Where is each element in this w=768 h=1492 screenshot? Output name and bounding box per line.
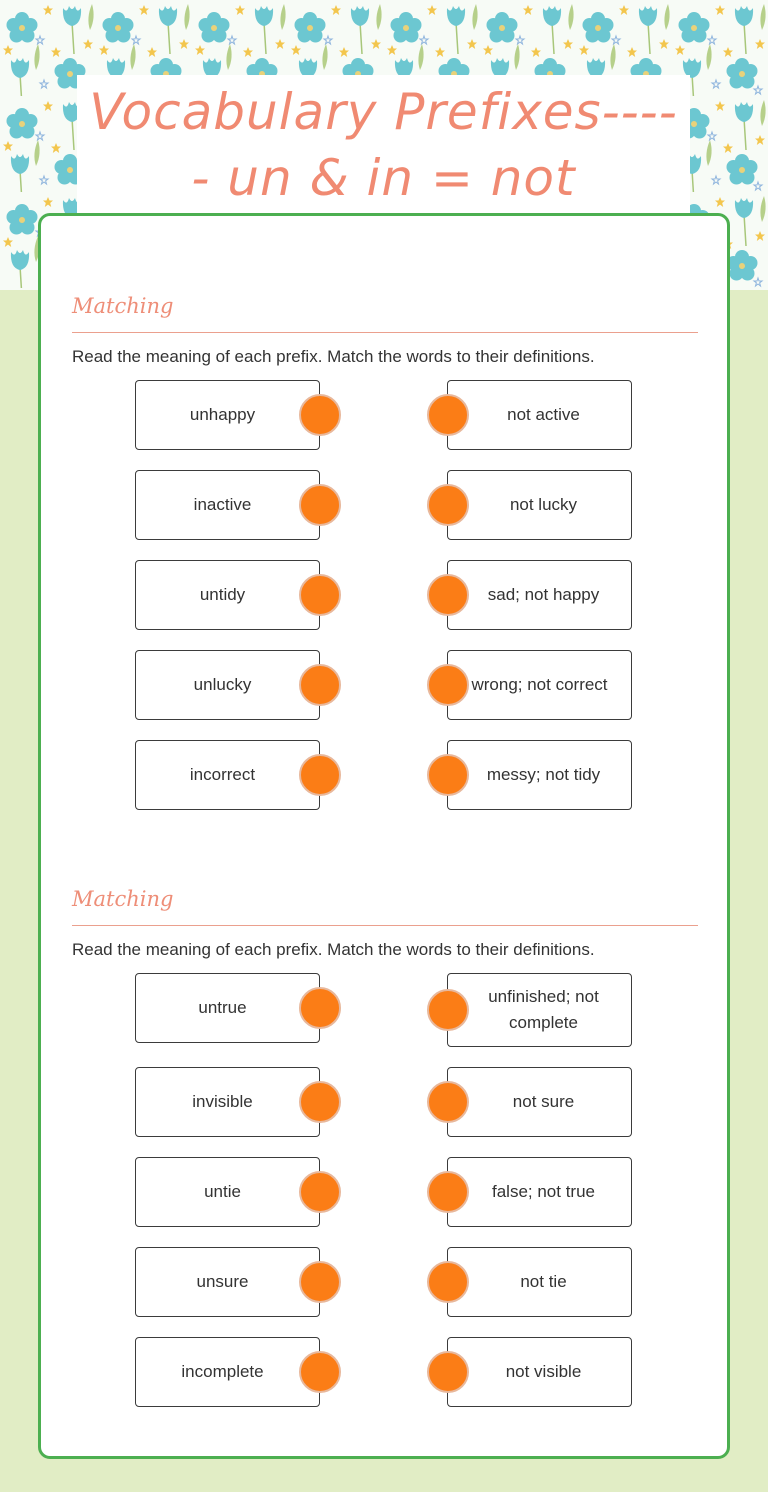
word-box[interactable] xyxy=(135,1337,320,1407)
definition-label: not sure xyxy=(512,1092,575,1111)
word-box[interactable] xyxy=(135,650,320,720)
match-connector-dot[interactable] xyxy=(427,1171,469,1213)
match-connector-dot[interactable] xyxy=(299,1081,341,1123)
definition-box[interactable] xyxy=(447,1247,632,1317)
word-box[interactable] xyxy=(135,1157,320,1227)
word-box[interactable] xyxy=(135,470,320,540)
definition-box[interactable] xyxy=(447,1157,632,1227)
definition-box[interactable] xyxy=(447,1337,632,1407)
match-connector-dot[interactable] xyxy=(299,664,341,706)
word-label: untrue xyxy=(198,998,247,1017)
word-box[interactable] xyxy=(135,1247,320,1317)
instructions: Read the meaning of each prefix. Match the words to their definitions. xyxy=(72,940,595,959)
definition-label: messy; not tidy xyxy=(486,765,601,784)
match-connector-dot[interactable] xyxy=(427,574,469,616)
definition-box[interactable] xyxy=(447,973,632,1047)
word-box[interactable] xyxy=(135,973,320,1043)
match-connector-dot[interactable] xyxy=(299,987,341,1029)
definition-label: false; not true xyxy=(491,1182,595,1201)
word-label: inactive xyxy=(193,495,252,514)
definition-label: not lucky xyxy=(509,495,578,514)
word-box[interactable] xyxy=(135,560,320,630)
word-label: untie xyxy=(204,1182,241,1201)
instructions: Read the meaning of each prefix. Match the words to their definitions. xyxy=(72,347,595,366)
match-connector-dot[interactable] xyxy=(427,394,469,436)
definition-box[interactable] xyxy=(447,560,632,630)
page-title: Vocabulary Prefixes----- un & in = not xyxy=(89,83,678,207)
definition-label: not tie xyxy=(520,1272,567,1291)
definition-box[interactable] xyxy=(447,380,632,450)
word-label: invisible xyxy=(192,1092,253,1111)
word-label: unlucky xyxy=(193,675,252,694)
word-label: untidy xyxy=(199,585,246,604)
section-title: Matching xyxy=(72,294,174,318)
match-connector-dot[interactable] xyxy=(299,754,341,796)
word-box[interactable] xyxy=(135,740,320,810)
word-box[interactable] xyxy=(135,1067,320,1137)
definition-label: unfinished; not complete xyxy=(488,987,599,1032)
match-connector-dot[interactable] xyxy=(427,664,469,706)
word-label: unhappy xyxy=(189,405,256,424)
match-connector-dot[interactable] xyxy=(427,754,469,796)
word-label: incomplete xyxy=(181,1362,264,1381)
match-connector-dot[interactable] xyxy=(299,394,341,436)
definition-label: sad; not happy xyxy=(487,585,600,604)
match-connector-dot[interactable] xyxy=(427,1351,469,1393)
section-title: Matching xyxy=(72,887,174,911)
match-connector-dot[interactable] xyxy=(299,574,341,616)
section-divider xyxy=(72,332,698,333)
match-connector-dot[interactable] xyxy=(427,1081,469,1123)
definition-box[interactable] xyxy=(447,1067,632,1137)
match-connector-dot[interactable] xyxy=(427,1261,469,1303)
definition-box[interactable] xyxy=(447,650,632,720)
match-connector-dot[interactable] xyxy=(299,484,341,526)
worksheet-card xyxy=(38,213,730,1459)
title-panel xyxy=(77,75,690,215)
definition-box[interactable] xyxy=(447,470,632,540)
match-connector-dot[interactable] xyxy=(427,989,469,1031)
definition-box[interactable] xyxy=(447,740,632,810)
word-label: incorrect xyxy=(189,765,256,784)
word-box[interactable] xyxy=(135,380,320,450)
definition-label: not visible xyxy=(505,1362,582,1381)
definition-label: not active xyxy=(507,405,580,424)
word-label: unsure xyxy=(196,1272,249,1291)
match-connector-dot[interactable] xyxy=(299,1351,341,1393)
section-divider xyxy=(72,925,698,926)
definition-label: wrong; not correct xyxy=(471,675,608,694)
match-connector-dot[interactable] xyxy=(299,1261,341,1303)
match-connector-dot[interactable] xyxy=(299,1171,341,1213)
match-connector-dot[interactable] xyxy=(427,484,469,526)
